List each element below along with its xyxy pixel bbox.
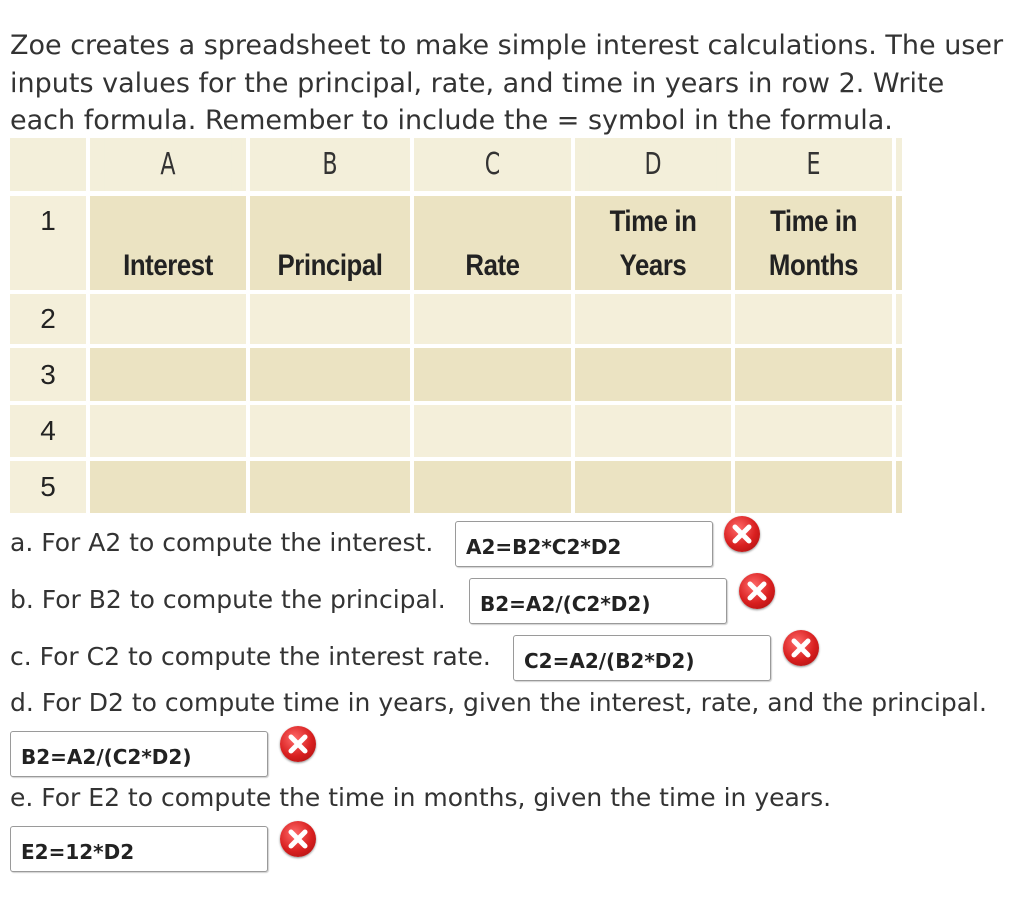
incorrect-icon <box>739 573 775 609</box>
cell-d1-label-line1: Time in <box>609 205 697 238</box>
row-header-4: 4 <box>40 415 56 446</box>
incorrect-icon <box>783 630 819 666</box>
column-header-b: B <box>264 138 395 191</box>
question-prompt: Zoe creates a spreadsheet to make simple interest calculations. The user inputs values for the principal, rate, and time in years in row 2. Write each formula. Remember to include the = symbol in the formula. <box>10 30 1004 136</box>
spreadsheet-image <box>10 138 902 513</box>
row-header-5: 5 <box>40 471 56 502</box>
cell-b1-principal: Principal <box>277 249 383 282</box>
answer-d-input[interactable]: B2=A2/(C2*D2) <box>10 731 268 777</box>
answer-c-input[interactable]: C2=A2/(B2*D2) <box>513 635 771 681</box>
column-header-d: D <box>589 138 717 191</box>
question-b-text: b. For B2 to compute the principal. <box>10 585 446 614</box>
cell-d1-label-line2: Years <box>619 249 687 282</box>
answer-e-input[interactable]: E2=12*D2 <box>10 826 268 872</box>
cell-e1-label-line2: Months <box>768 249 859 282</box>
question-d-text: d. For D2 to compute time in years, given the interest, rate, and the principal. <box>10 688 987 717</box>
answer-a-input[interactable]: A2=B2*C2*D2 <box>455 521 713 567</box>
incorrect-icon <box>724 516 760 552</box>
cell-a1-interest: Interest <box>123 249 213 282</box>
cell-c1-rate: Rate <box>465 249 520 282</box>
question-a-text: a. For A2 to compute the interest. <box>10 528 434 557</box>
question-e-text: e. For E2 to compute the time in months, given the time in years. <box>10 783 832 812</box>
incorrect-icon <box>280 726 316 762</box>
question-c-text: c. For C2 to compute the interest rate. <box>10 642 491 671</box>
incorrect-icon <box>280 821 316 857</box>
cell-e1-label-line1: Time in <box>770 205 857 238</box>
row-header-3: 3 <box>40 358 56 390</box>
answer-b-input[interactable]: B2=A2/(C2*D2) <box>469 578 727 624</box>
column-header-e: E <box>749 138 878 191</box>
row-header-1: 1 <box>40 205 56 236</box>
row-header-2: 2 <box>40 303 56 334</box>
column-header-c: C <box>428 138 557 191</box>
column-header-a: A <box>104 138 232 191</box>
